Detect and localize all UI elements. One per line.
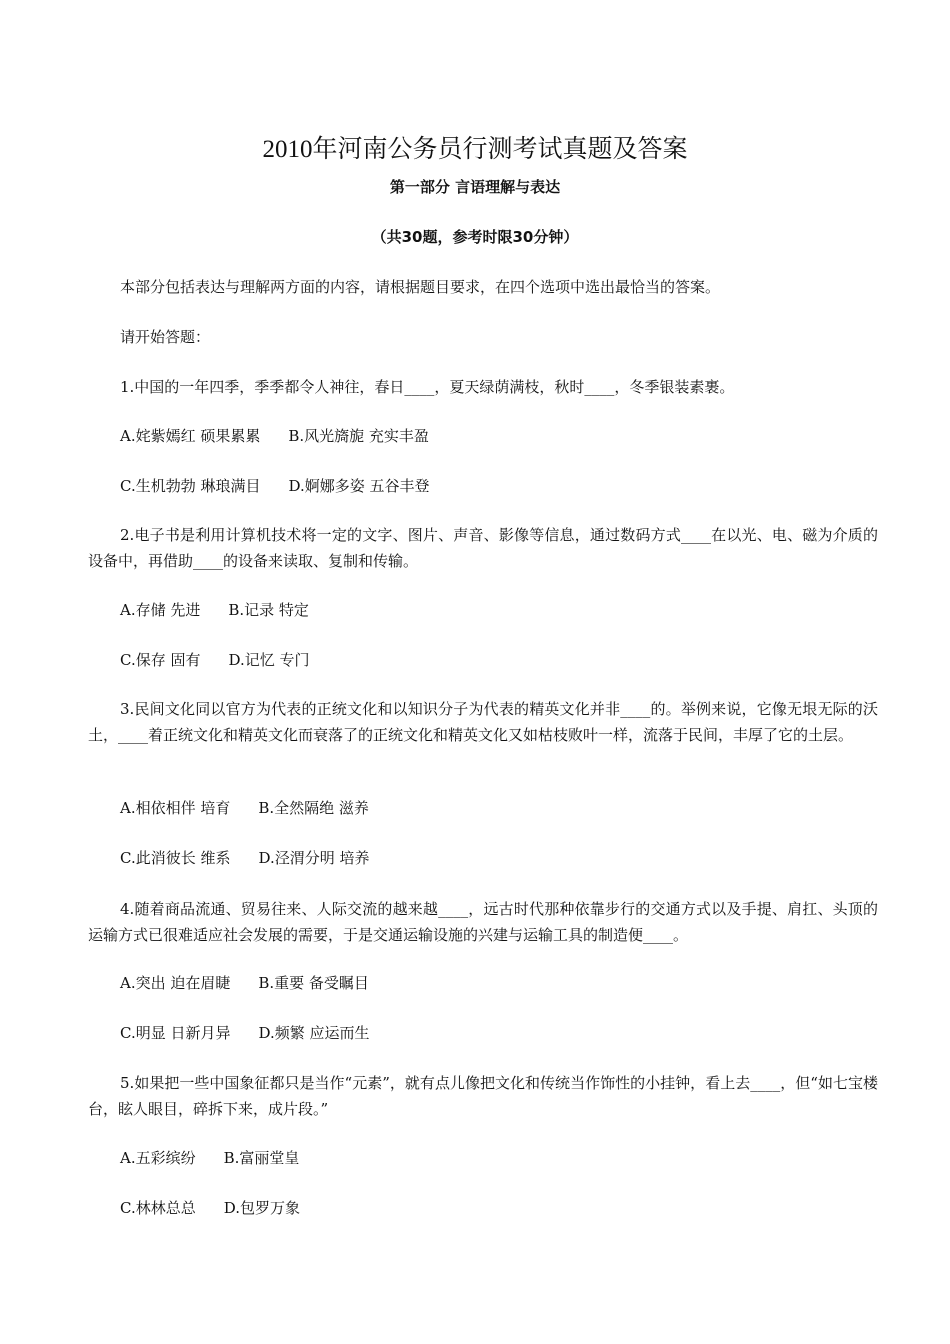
question-3-options-row-2	[120, 846, 370, 870]
question-2-option-b: B.记录 特定	[228, 601, 309, 619]
question-3-option-d: D.泾渭分明 培养	[258, 849, 370, 867]
question-1-option-b: B.风光旖旎 充实丰盈	[288, 427, 429, 445]
question-4-option-d: D.频繁 应运而生	[258, 1024, 370, 1042]
question-4-option-a: A.突出 迫在眉睫	[120, 974, 231, 992]
question-1-option-d: D.婀娜多姿 五谷丰登	[288, 477, 430, 495]
question-5-options-row-1	[120, 1146, 299, 1170]
section-note: （共30题，参考时限30分钟）	[371, 228, 579, 246]
question-5-option-b: B.富丽堂皇	[223, 1149, 300, 1167]
question-5-options-row-2	[120, 1196, 300, 1220]
question-5-option-c: C.林林总总	[120, 1199, 196, 1217]
question-2-option-a: A.存储 先进	[120, 601, 201, 619]
question-3-options-row-1	[120, 796, 369, 820]
question-5-option-d: D.包罗万象	[223, 1199, 300, 1217]
question-1-stem: 1.中国的一年四季，季季都令人神往，春日____，夏天绿荫满枝，秋时____，冬季银装素裹。	[120, 378, 735, 396]
question-4-option-c: C.明显 日新月异	[120, 1024, 231, 1042]
question-2-option-c: C.保存 固有	[120, 651, 201, 669]
start-paragraph: 请开始答题：	[120, 328, 211, 346]
question-3-option-a: A.相依相伴 培育	[120, 799, 231, 817]
question-4-options-row-1	[120, 971, 369, 995]
question-1-option-a: A.姹紫嫣红 硕果累累	[120, 427, 261, 445]
question-1-options-row-2	[120, 474, 430, 498]
question-2-options-row-1	[120, 598, 309, 622]
question-4-stem: 4.随着商品流通、贸易往来、人际交流的越来越____，远古时代那种依靠步行的交通方式以及手提、肩扛、头顶的运输方式已很难适应社会发展的需要，于是交通运输设施的兴建与运输工具的制造便____。	[88, 900, 878, 944]
question-1-option-c: C.生机勃勃 琳琅满目	[120, 477, 261, 495]
document-title: 2010年河南公务员行测考试真题及答案	[262, 136, 688, 163]
question-1-options-row-1	[120, 424, 429, 448]
question-3-option-c: C.此消彼长 维系	[120, 849, 231, 867]
question-2-options-row-2	[120, 648, 310, 672]
question-3-option-b: B.全然隔绝 滋养	[258, 799, 369, 817]
question-5-option-a: A.五彩缤纷	[120, 1149, 196, 1167]
question-4-option-b: B.重要 备受瞩目	[258, 974, 369, 992]
question-2-option-d: D.记忆 专门	[228, 651, 310, 669]
question-4-options-row-2	[120, 1021, 370, 1045]
question-5-stem: 5.如果把一些中国象征都只是当作“元素”，就有点儿像把文化和传统当作饰性的小挂钟，看上去____，但“如七宝楼台，眩人眼目，碎拆下来，成片段。”	[88, 1074, 878, 1118]
intro-paragraph: 本部分包括表达与理解两方面的内容，请根据题目要求，在四个选项中选出最恰当的答案。	[120, 278, 721, 296]
question-3-stem: 3.民间文化同以官方为代表的正统文化和以知识分子为代表的精英文化并非____的。举例来说，它像无垠无际的沃土，____着正统文化和精英文化而衰落了的正统文化和精英文化又如枯枝败叶一样，流落于民间，丰厚了它的土层。	[88, 700, 878, 744]
section-heading: 第一部分 言语理解与表达	[389, 178, 561, 196]
question-2-stem: 2.电子书是利用计算机技术将一定的文字、图片、声音、影像等信息，通过数码方式____在以光、电、磁为介质的设备中，再借助____的设备来读取、复制和传输。	[88, 526, 878, 570]
